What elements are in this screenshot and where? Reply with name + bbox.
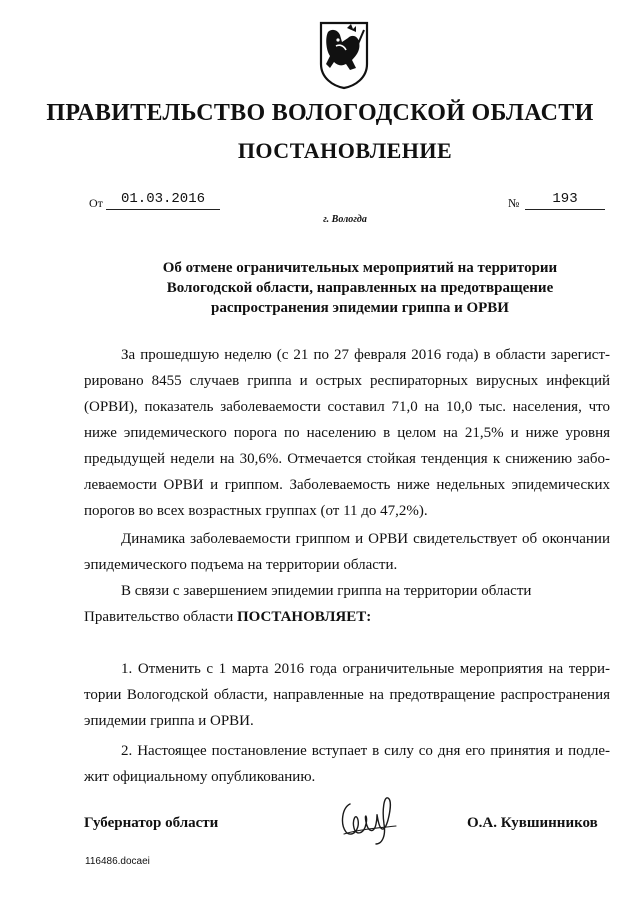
resolution-item-2 [84, 738, 610, 790]
text-line: В связи с завершением эпидемии гриппа на территории области [121, 583, 532, 599]
document-type: ПОСТАНОВЛЕНИЕ [237, 138, 453, 163]
paragraph-reason [84, 578, 610, 630]
resolve-word: ПОСТАНОВЛЯЕТ: [236, 609, 372, 625]
text-line: ниже эпидемического порога по населению в целом на 21,5% и ниже уровня [84, 425, 610, 441]
text-line: Динамика заболеваемости гриппом и ОРВИ свидетельствует об окончании [121, 531, 610, 547]
subject-line: Вологодской области, направленных на предотвращение [166, 280, 554, 296]
signatory-name: О.А. Кувшинников [467, 815, 598, 831]
subject-line: Об отмене ограничительных мероприятий на территории [162, 260, 558, 276]
file-reference: 116486.docaei [85, 856, 150, 867]
paragraph-situation [84, 342, 610, 524]
signatory-position: Губернатор области [84, 815, 219, 831]
text-line: (ОРВИ), показатель заболеваемости составил 71,0 на 10,0 тыс. населения, что [84, 399, 610, 415]
resolve-line [84, 604, 610, 630]
resolution-item-1 [84, 656, 610, 734]
document-date: 01.03.2016 [106, 191, 220, 210]
text-line: эпидемического подъема на территории области. [84, 557, 398, 573]
subject-line: распространения эпидемии гриппа и ОРВИ [211, 300, 509, 316]
text-line: 2. Настоящее постановление вступает в силу со дня его принятия и подле- [121, 743, 610, 759]
text-line: предыдущей недели на 30,6%. Отмечается стойкая тенденция к снижению забо- [84, 451, 610, 467]
text-line: тории Вологодской области, направленные на предотвращение распространения [84, 687, 610, 703]
coat-of-arms-emblem [318, 20, 370, 90]
text-line: За прошедшую неделю (с 21 по 27 февраля 2016 года) в области зарегист- [121, 347, 610, 363]
date-label: От [89, 196, 103, 210]
text-line: 1. Отменить с 1 марта 2016 года ограничительные мероприятия на терри- [121, 661, 610, 677]
document-number: 193 [525, 191, 605, 210]
organization-title: ПРАВИТЕЛЬСТВО ВОЛОГОДСКОЙ ОБЛАСТИ [46, 100, 594, 126]
text-line: порогов во всех возрастных группах (от 11 до 47,2%). [84, 503, 428, 519]
city-label: г. Вологда [323, 214, 367, 225]
text-line: эпидемии гриппа и ОРВИ. [84, 713, 254, 729]
document-subject [100, 258, 620, 318]
number-label: № [508, 196, 520, 210]
text-line: рировано 8455 случаев гриппа и острых респираторных вирусных инфекций [84, 373, 610, 389]
text-line: леваемости ОРВИ и гриппом. Заболеваемость ниже недельных эпидемических [84, 477, 610, 493]
resolve-prefix: Правительство области [84, 609, 237, 625]
handwritten-signature [336, 790, 402, 846]
text-line: жит официальному опубликованию. [84, 769, 316, 785]
paragraph-dynamics [84, 526, 610, 578]
